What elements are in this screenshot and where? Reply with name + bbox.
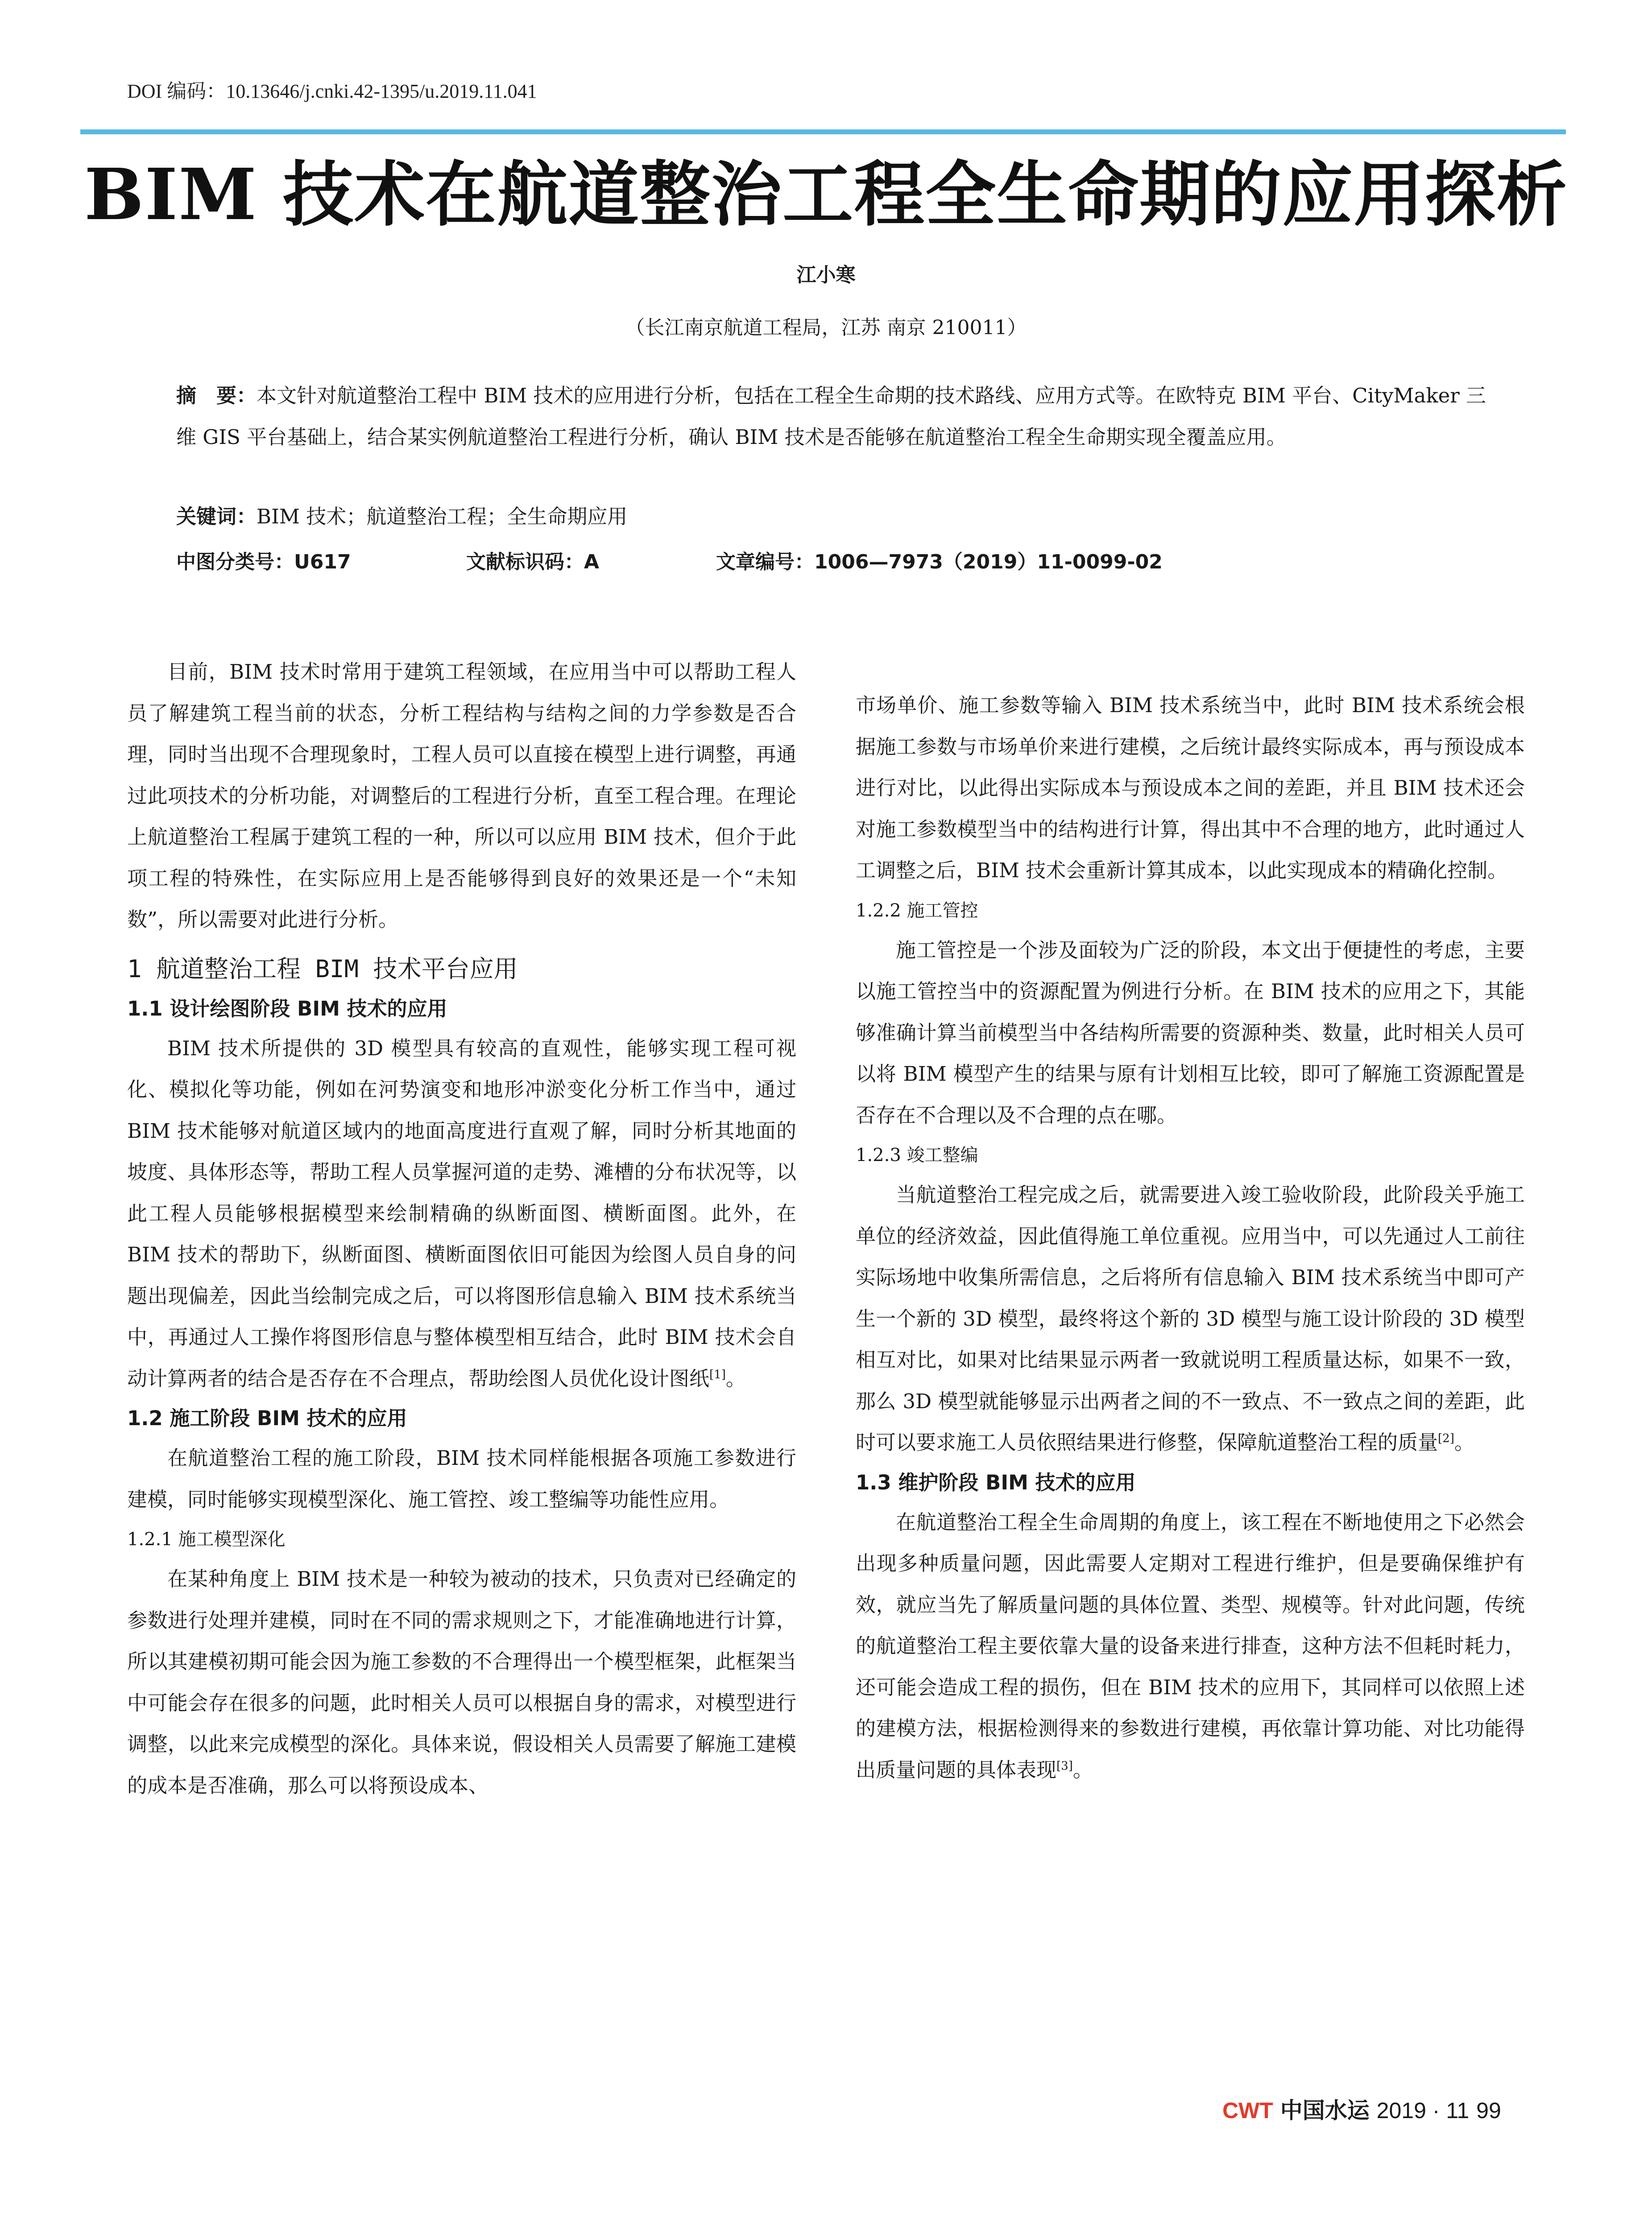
article-title: BIM 技术在航道整治工程全生命期的应用探析: [84, 153, 1568, 236]
article-number: 文章编号：1006—7973（2019）11-0099-02: [716, 551, 1163, 573]
paragraph-1-1-text: BIM 技术所提供的 3D 模型具有较高的直观性，能够实现工程可视化、模拟化等功能，例如在河势演变和地形冲淤变化分析工作当中，通过 BIM 技术能够对航道区域内的地面高度进行直观了解，同时分析其地面的坡度、具体形态等，帮助工程人员掌握河道的走势、滩槽的分布状况等，以此工程人员能够根据模型来绘制精确的纵断面图、横断面图。此外，在 BIM 技术的帮助下，纵断面图、横断面图依旧可能因为绘图人员自身的问题出现偏差，因此当绘制完成之后，可以将图形信息输入 BIM 技术系统当中，再通过人工操作将图形信息与整体模型相互结合，此时 BIM 技术会自动计算两者的结合是否存在不合理点，帮助绘图人员优化设计图纸: [127, 1036, 796, 1390]
abstract-text: 本文针对航道整治工程中 BIM 技术的应用进行分析，包括在工程全生命期的技术路线、应用方式等。在欧特克 BIM 平台、CityMaker 三维 GIS 平台基础上，结合某实例航道整治工程进行分析，确认 BIM 技术是否能够在航道整治工程全生命期实现全覆盖应用。: [176, 384, 1486, 449]
classification-line: [176, 549, 1488, 576]
paragraph-1-1: [127, 1028, 796, 1400]
author: 江小寒: [796, 264, 856, 286]
section-heading-1-2: 1.2 施工阶段 BIM 技术的应用: [127, 1406, 407, 1430]
clc-number: 中图分类号：U617: [176, 551, 351, 573]
paragraph-1-2: 在航道整治工程的施工阶段，BIM 技术同样能根据各项施工参数进行建模，同时能够实现模型深化、施工管控、竣工整编等功能性应用。: [127, 1446, 796, 1511]
paragraph-1-2-3: [856, 1174, 1525, 1464]
citation-3[interactable]: [3]: [1056, 1759, 1073, 1773]
paragraph-1-3: [856, 1502, 1525, 1791]
intro-paragraph: 目前，BIM 技术时常用于建筑工程领域，在应用当中可以帮助工程人员了解建筑工程当前的状态，分析工程结构与结构之间的力学参数是否合理，同时当出现不合理现象时，工程人员可以直接在模型上进行调整，再通过此项技术的分析功能，对调整后的工程进行分析，直至工程合理。在理论上航道整治工程属于建筑工程的一种，所以可以应用 BIM 技术，但介于此项工程的特殊性，在实际应用上是否能够得到良好的效果还是一个“未知数”，所以需要对此进行分析。: [127, 660, 796, 931]
section-heading-1-3: 1.3 维护阶段 BIM 技术的应用: [856, 1470, 1136, 1494]
paragraph-continued: 市场单价、施工参数等输入 BIM 技术系统当中，此时 BIM 技术系统会根据施工参数与市场单价来进行建模，之后统计最终实际成本，再与预设成本进行对比，以此得出实际成本与预设成本之间的差距，并且 BIM 技术还会对施工参数模型当中的结构进行计算，得出其中不合理的地方，此时通过人工调整之后，BIM 技术会重新计算其成本，以此实现成本的精确化控制。: [856, 693, 1525, 882]
citation-1[interactable]: [1]: [709, 1368, 726, 1381]
paragraph-1-3-text: 在航道整治工程全生命周期的角度上，该工程在不断地使用之下必然会出现多种质量问题，因此需要人定期对工程进行维护，但是要确保维护有效，就应当先了解质量问题的具体位置、类型、规模等。针对此问题，传统的航道整治工程主要依靠大量的设备来进行排查，这种方法不但耗时耗力，还可能会造成工程的损伤，但在 BIM 技术的应用下，其同样可以依照上述的建模方法，根据检测得来的参数进行建模，再依靠计算功能、对比功能得出质量问题的具体表现: [856, 1510, 1525, 1782]
issue-number: 2019 · 11: [1376, 2098, 1470, 2123]
right-column: [856, 685, 1525, 1791]
section-heading-1-2-2: 1.2.2 施工管控: [856, 900, 978, 921]
journal-brand: CWT: [1222, 2098, 1273, 2123]
section-heading-1: 1 航道整治工程 BIM 技术平台应用: [127, 954, 518, 983]
paragraph-1-3-end: 。: [1072, 1758, 1093, 1782]
doi-line: DOI 编码：10.13646/j.cnki.42-1395/u.2019.11.041: [127, 80, 537, 102]
section-heading-1-1: 1.1 设计绘图阶段 BIM 技术的应用: [127, 996, 447, 1020]
paragraph-1-2-3-end: 。: [1454, 1431, 1474, 1454]
paragraph-1-2-1: 在某种角度上 BIM 技术是一种较为被动的技术，只负责对已经确定的参数进行处理并建模，同时在不同的需求规则之下，才能准确地进行计算，所以其建模初期可能会因为施工参数的不合理得出一个模型框架，此框架当中可能会存在很多的问题，此时相关人员可以根据自身的需求，对模型进行调整，以此来完成模型的深化。具体来说，假设相关人员需要了解施工建模的成本是否准确，那么可以将预设成本、: [127, 1567, 796, 1797]
section-heading-1-2-1: 1.2.1 施工模型深化: [127, 1529, 286, 1550]
paragraph-1-2-3-text: 当航道整治工程完成之后，就需要进入竣工验收阶段，此阶段关乎施工单位的经济效益，因此值得施工单位重视。应用当中，可以先通过人工前往实际场地中收集所需信息，之后将所有信息输入 BIM 技术系统当中即可产生一个新的 3D 模型，最终将这个新的 3D 模型与施工设计阶段的 3D 模型相互对比，如果对比结果显示两者一致就说明工程质量达标，如果不一致，那么 3D 模型就能够显示出两者之间的不一致点、不一致点之间的差距，此时可以要求施工人员依照结果进行修整，保障航道整治工程的质量: [856, 1183, 1525, 1454]
keywords: [176, 503, 1488, 530]
page-number: 99: [1476, 2098, 1501, 2123]
paragraph-1-2-2: 施工管控是一个涉及面较为广泛的阶段，本文出于便捷性的考虑，主要以施工管控当中的资源配置为例进行分析。在 BIM 技术的应用之下，其能够准确计算当前模型当中各结构所需要的资源种类、数量，此时相关人员可以将 BIM 模型产生的结果与原有计划相互比较，即可了解施工资源配置是否存在不合理以及不合理的点在哪。: [856, 938, 1525, 1127]
keywords-text: BIM 技术；航道整治工程；全生命期应用: [257, 505, 628, 528]
abstract: [176, 375, 1488, 458]
journal-name: 中国水运: [1280, 2097, 1370, 2123]
citation-2[interactable]: [2]: [1438, 1432, 1454, 1445]
document-code: 文献标识码：A: [466, 551, 600, 573]
keywords-label: 关键词：: [176, 505, 257, 528]
section-heading-1-2-3: 1.2.3 竣工整编: [856, 1145, 978, 1165]
paragraph-1-1-end: 。: [725, 1366, 746, 1390]
affiliation: （长江南京航道工程局，江苏 南京 210011）: [625, 316, 1027, 339]
page-footer: [1222, 2093, 1501, 2125]
abstract-label: 摘 要：: [176, 384, 257, 407]
header-rule: [80, 129, 1566, 134]
left-column: [127, 651, 796, 1806]
